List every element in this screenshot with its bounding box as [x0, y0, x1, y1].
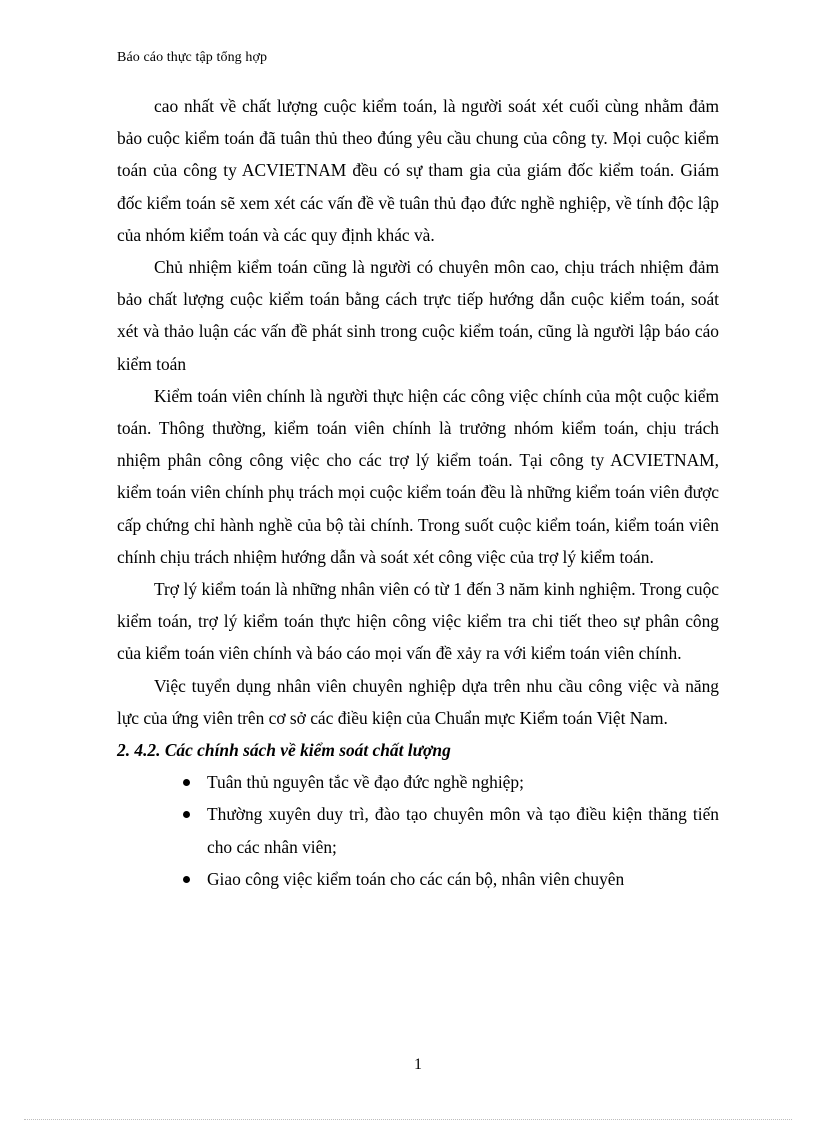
list-item-text: Tuân thủ nguyên tắc về đạo đức nghề nghiệp; [207, 772, 524, 793]
document-body [117, 90, 719, 895]
paragraph: Trợ lý kiểm toán là những nhân viên có từ 1 đến 3 năm kinh nghiệm. Trong cuộc kiểm toán, trợ lý kiểm toán thực hiện công việc kiểm tra chi tiết theo sự phân công của kiểm toán viên chính và báo cáo mọi vấn đề xảy ra với kiểm toán viên chính. [117, 579, 719, 664]
paragraph: cao nhất về chất lượng cuộc kiểm toán, là người soát xét cuối cùng nhằm đảm bảo cuộc kiểm toán đã tuân thủ theo đúng yêu cầu chung của công ty. Mọi cuộc kiểm toán của công ty ACVIETNAM đều có sự tham gia của giám đốc kiểm toán. Giám đốc kiểm toán sẽ xem xét các vấn đề về tuân thủ đạo đức nghề nghiệp, về tính độc lập của nhóm kiểm toán và các quy định khác và. [117, 96, 719, 245]
paragraph: Chủ nhiệm kiểm toán cũng là người có chuyên môn cao, chịu trách nhiệm đảm bảo chất lượng cuộc kiểm toán bằng cách trực tiếp hướng dẫn cuộc kiểm toán, soát xét và thảo luận các vấn đề phát sinh trong cuộc kiểm toán, cũng là người lập báo cáo kiểm toán [117, 257, 719, 374]
list-item [169, 863, 719, 895]
bullet-icon [183, 876, 190, 883]
bullet-icon [183, 779, 190, 786]
list-item-text: Thường xuyên duy trì, đào tạo chuyên môn và tạo điều kiện thăng tiến cho các nhân viên; [207, 804, 719, 857]
page-number: 1 [414, 1056, 422, 1073]
list-item-text: Giao công việc kiểm toán cho các cán bộ, nhân viên chuyên [207, 868, 625, 889]
list-item [169, 798, 719, 862]
bullet-list [117, 766, 719, 895]
list-item [169, 766, 719, 798]
page-border-divider [24, 1119, 792, 1120]
paragraph: Việc tuyển dụng nhân viên chuyên nghiệp dựa trên nhu cầu công việc và năng lực của ứng viên trên cơ sở các điều kiện của Chuẩn mực Kiểm toán Việt Nam. [117, 675, 719, 728]
page-header: Báo cáo thực tập tổng hợp [117, 50, 268, 65]
section-heading: 2. 4.2. Các chính sách về kiểm soát chất lượng [117, 740, 451, 761]
paragraph: Kiểm toán viên chính là người thực hiện các công việc chính của một cuộc kiểm toán. Thông thường, kiểm toán viên chính là trưởng nhóm kiểm toán, chịu trách nhiệm phân công công việc cho các trợ lý kiểm toán. Tại công ty ACVIETNAM, kiểm toán viên chính phụ trách mọi cuộc kiểm toán đều là những kiểm toán viên được cấp chứng chỉ hành nghề của bộ tài chính. Trong suốt cuộc kiểm toán, kiểm toán viên chính chịu trách nhiệm hướng dẫn và soát xét công việc của trợ lý kiểm toán. [117, 385, 719, 567]
bullet-icon [183, 811, 190, 818]
